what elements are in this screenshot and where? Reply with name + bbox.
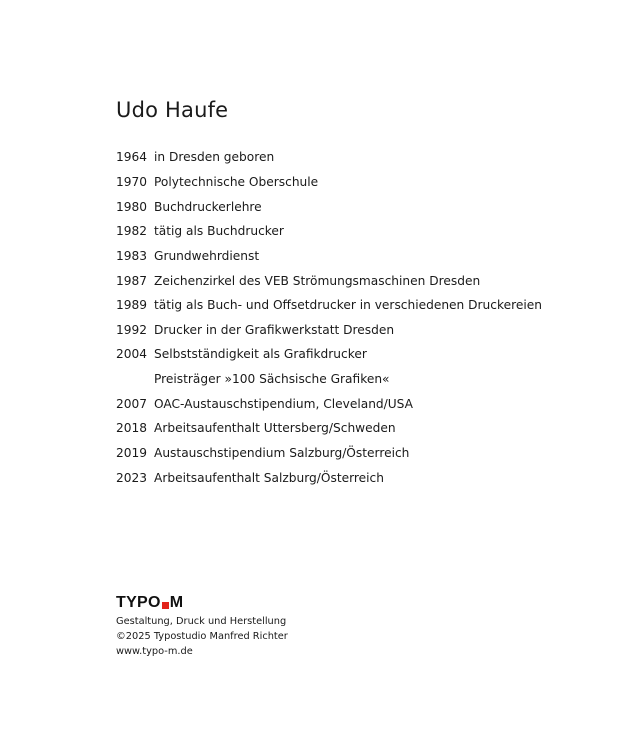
bio-year: 1982	[116, 224, 148, 239]
bio-entry	[116, 317, 586, 342]
bio-entry	[116, 416, 586, 441]
bio-text: Selbstständigkeit als Grafikdrucker	[154, 347, 367, 362]
typo-m-logo	[116, 592, 288, 614]
bio-entry	[116, 194, 586, 219]
bio-year: 1983	[116, 248, 148, 263]
bio-text: Drucker in der Grafikwerkstatt Dresden	[154, 322, 395, 337]
bio-text: Grundwehrdienst	[154, 248, 260, 263]
bio-year: 2018	[116, 421, 148, 436]
imprint	[116, 592, 288, 660]
bio-entry	[116, 367, 586, 392]
bio-entry	[116, 293, 586, 318]
bio-entry	[116, 219, 586, 244]
bio-text: Arbeitsaufenthalt Salzburg/Österreich	[154, 470, 384, 485]
bio-text: Arbeitsaufenthalt Uttersberg/Schweden	[154, 421, 396, 436]
bio-year: 1970	[116, 174, 148, 189]
biography-list	[116, 145, 586, 490]
bio-year: 2023	[116, 470, 148, 485]
bio-text: Buchdruckerlehre	[154, 199, 262, 214]
bio-text: OAC-Austauschstipendium, Cleveland/USA	[154, 396, 413, 411]
bio-entry	[116, 465, 586, 490]
bio-entry	[116, 342, 586, 367]
bio-year: 1989	[116, 298, 148, 313]
bio-year: 2019	[116, 446, 148, 460]
logo-red-square-icon	[162, 602, 169, 609]
logo-text-right: M	[169, 594, 184, 611]
bio-text: tätig als Buch- und Offsetdrucker in verschiedenen Druckereien	[154, 298, 542, 313]
bio-entry	[116, 170, 586, 195]
bio-text: Austauschstipendium Salzburg/Österreich	[154, 446, 410, 460]
bio-year: 1964	[116, 150, 148, 165]
logo-text-left: TYPO	[116, 594, 161, 611]
bio-year: 1987	[116, 273, 148, 288]
bio-text: tätig als Buchdrucker	[154, 224, 284, 239]
page-title: Udo Haufe	[116, 98, 229, 122]
bio-text: in Dresden geboren	[154, 150, 275, 165]
bio-year: 1980	[116, 199, 148, 214]
bio-year: 2007	[116, 396, 148, 411]
imprint-production: Gestaltung, Druck und Herstellung	[116, 616, 287, 627]
bio-text: Preisträger »100 Sächsische Grafiken«	[154, 372, 390, 387]
bio-year: 1992	[116, 322, 148, 337]
bio-entry	[116, 441, 586, 466]
bio-entry	[116, 268, 586, 293]
bio-entry	[116, 244, 586, 269]
imprint-copyright: ©2025 Typostudio Manfred Richter	[116, 631, 288, 643]
bio-entry	[116, 145, 586, 170]
bio-entry	[116, 391, 586, 416]
bio-text: Zeichenzirkel des VEB Strömungsmaschinen Dresden	[154, 273, 481, 288]
bio-year: 2004	[116, 347, 148, 362]
imprint-website: www.typo-m.de	[116, 646, 193, 658]
bio-text: Polytechnische Oberschule	[154, 174, 319, 189]
